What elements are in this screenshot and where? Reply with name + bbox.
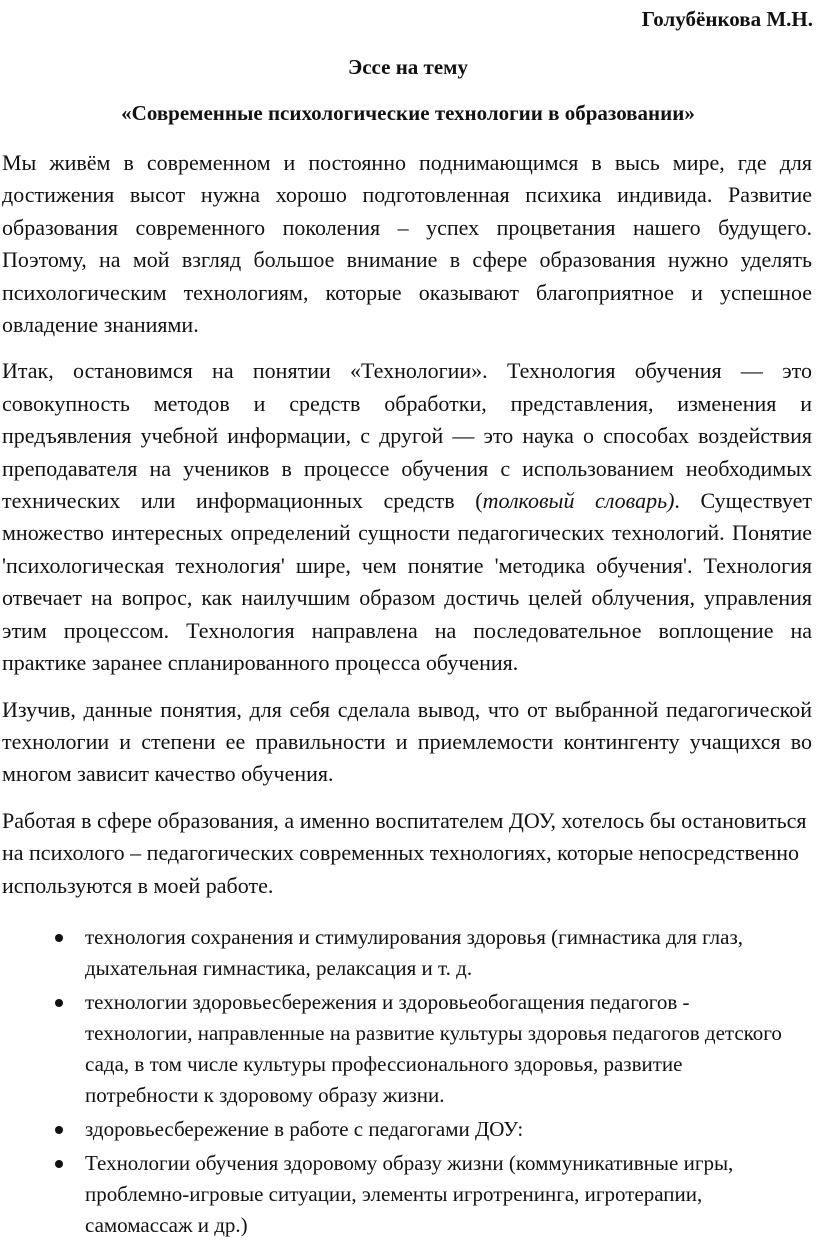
author-name: Голубёнкова М.Н.: [641, 7, 813, 31]
list-item: [2, 1114, 785, 1145]
list-item: [2, 1148, 785, 1241]
list-item-text: технологии здоровьесбережения и здоровьеобогащения педагогов - технологии, направленные на развитие культуры здоровья педагогов детского сада, в том числе культуры профессионального здоровья, развитие потребности к здоровому образу жизни.: [85, 989, 782, 1107]
list-item-text: здоровьесбережение в работе с педагогами ДОУ:: [85, 1116, 524, 1141]
bullet-icon: [55, 1126, 63, 1134]
paragraph-work-context: Работая в сфере образования, а именно воспитателем ДОУ, хотелось бы остановиться на психолого – педагогических современных технологиях, которые непосредственно используются в моей работе.: [2, 807, 807, 898]
essay-body: [2, 147, 812, 1244]
list-item-text: Технологии обучения здоровому образу жизни (коммуникативные игры, проблемно-игровые ситуации, элементы игротренинга, игротерапии, самомассаж и др.): [85, 1150, 734, 1237]
paragraph-conclusion: Изучив, данные понятия, для себя сделала вывод, что от выбранной педагогической технологии и степени ее правильности и приемлемости контингенту учащихся во многом зависит качество обучения.: [2, 696, 812, 787]
bullet-icon: [55, 1160, 63, 1168]
paragraph-technology-definition-text-end: . Существует множество интересных определений сущности педагогических технологий. Понятие 'психологическая технология' шире, чем понятие 'методика обучения'. Технология отвечает на вопрос, как наилучшим образом достичь целей облучения, управления этим процессом. Технология направлена на последовательное воплощение на практике заранее спланированного процесса обучения.: [2, 488, 813, 676]
list-item: [2, 987, 785, 1111]
paragraph-intro: Мы живём в современном и постоянно поднимающимся в высь мире, где для достижения высот нужна хорошо подготовленная психика индивида. Развитие образования современного поколения – успех процветания нашего будущего. Поэтому, на мой взгляд большое внимание в сфере образования нужно уделять психологическим технологиям, которые оказывают благоприятное и успешное овладение знаниями.: [2, 150, 812, 338]
essay-title: «Современные психологические технологии в образовании»: [121, 101, 695, 125]
paragraph-technology-definition: [2, 355, 812, 679]
list-item: [2, 922, 785, 984]
essay-label: Эссе на тему: [347, 55, 468, 79]
bullet-icon: [55, 999, 63, 1007]
technology-list: [2, 922, 812, 1241]
list-item-text: технология сохранения и стимулирования здоровья (гимнастика для глаз, дыхательная гимнастика, релаксация и т. д.: [85, 924, 743, 980]
dictionary-reference: толковый словарь): [482, 488, 675, 514]
bullet-icon: [55, 934, 63, 942]
paragraph-technology-definition-text-start: Итак, остановимся на понятии «Технологии». Технология обучения — это совокупность методов и средств обработки, представления, изменения и предъявления учебной информации, с другой — это наука о способах воздействия преподавателя на учеников в процессе обучения с использованием необходимых технических или информационных средств (: [2, 358, 812, 514]
